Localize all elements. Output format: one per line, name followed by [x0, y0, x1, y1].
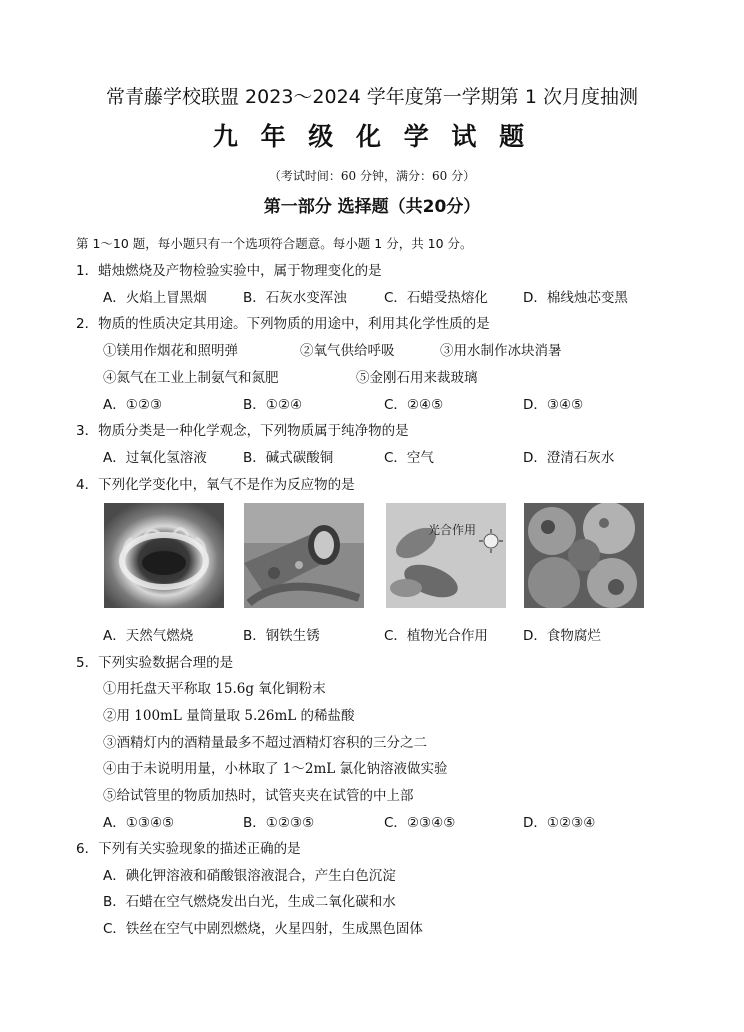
- q3-option-d: D．澄清石灰水: [523, 450, 615, 466]
- q2-option-d: D．③④⑤: [523, 397, 584, 413]
- q2-stem: 2．物质的性质决定其用途。下列物质的用途中，利用其化学性质的是: [76, 316, 490, 332]
- q5-item-2: ②用 100mL 量筒量取 5.26mL 的稀盐酸: [103, 708, 355, 724]
- q1-stem: 1．蜡烛燃烧及产物检验实验中，属于物理变化的是: [76, 263, 382, 279]
- q4-option-b: B．钢铁生锈: [243, 628, 320, 644]
- q2-item-1: ①镁用作烟花和照明弹: [103, 343, 238, 359]
- q5-option-a: A．①③④⑤: [103, 815, 175, 831]
- q3-option-c: C．空气: [384, 450, 434, 466]
- q1-option-d: D．棉线烛芯变黑: [523, 290, 628, 306]
- q4-option-c: C．植物光合作用: [384, 628, 488, 644]
- rotting-food-image: [524, 503, 644, 608]
- q5-item-3: ③酒精灯内的酒精量最多不超过酒精灯容积的三分之二: [103, 735, 427, 751]
- q3-option-a: A．过氧化氢溶液: [103, 450, 207, 466]
- q5-item-5: ⑤给试管里的物质加热时，试管夹夹在试管的中上部: [103, 788, 414, 804]
- q6-option-a: A．碘化钾溶液和硝酸银溶液混合，产生白色沉淀: [103, 868, 396, 884]
- q2-item-2: ②氧气供给呼吸: [300, 343, 395, 359]
- q4-option-d: D．食物腐烂: [523, 628, 601, 644]
- q5-option-c: C．②③④⑤: [384, 815, 456, 831]
- q5-item-4: ④由于未说明用量，小林取了 1～2mL 氯化钠溶液做实验: [103, 761, 448, 777]
- section-heading: 第一部分 选择题（共20分）: [263, 197, 481, 217]
- photosynthesis-image: [386, 503, 506, 608]
- exam-header: 常青藤学校联盟 2023～2024 学年度第一学期第 1 次月度抽测: [106, 86, 638, 108]
- q5-item-1: ①用托盘天平称取 15.6g 氧化铜粉末: [103, 681, 326, 697]
- q4-stem: 4．下列化学变化中，氧气不是作为反应物的是: [76, 477, 355, 493]
- q2-item-4: ④氮气在工业上制氨气和氮肥: [103, 370, 279, 386]
- q1-option-a: A．火焰上冒黑烟: [103, 290, 207, 306]
- q2-option-c: C．②④⑤: [384, 397, 444, 413]
- q1-option-c: C．石蜡受热熔化: [384, 290, 488, 306]
- q2-option-b: B．①②④: [243, 397, 303, 413]
- q3-option-b: B．碱式碳酸铜: [243, 450, 334, 466]
- exam-subtitle: （考试时间：60 分钟，满分：60 分）: [268, 169, 476, 183]
- q6-option-c: C．铁丝在空气中剧烈燃烧，火星四射，生成黑色固体: [103, 921, 423, 937]
- q4-option-a: A．天然气燃烧: [103, 628, 194, 644]
- photosynthesis-caption: 光合作用: [428, 523, 477, 537]
- q5-option-b: B．①②③⑤: [243, 815, 315, 831]
- exam-title: 九 年 级 化 学 试 题: [212, 122, 532, 151]
- q5-option-d: D．①②③④: [523, 815, 596, 831]
- q6-option-b: B．石蜡在空气燃烧发出白光，生成二氧化碳和水: [103, 894, 396, 910]
- q5-stem: 5．下列实验数据合理的是: [76, 655, 234, 671]
- q6-stem: 6．下列有关实验现象的描述正确的是: [76, 841, 301, 857]
- rusty-pipe-image: [244, 503, 364, 608]
- q1-option-b: B．石灰水变浑浊: [243, 290, 347, 306]
- q2-item-3: ③用水制作冰块消暑: [440, 343, 562, 359]
- q3-stem: 3．物质分类是一种化学观念，下列物质属于纯净物的是: [76, 423, 409, 439]
- q2-option-a: A．①②③: [103, 397, 163, 413]
- q2-item-5: ⑤金刚石用来裁玻璃: [356, 370, 478, 386]
- instructions: 第 1～10 题，每小题只有一个选项符合题意。每小题 1 分，共 10 分。: [76, 236, 473, 251]
- gas-flame-image: [104, 503, 224, 608]
